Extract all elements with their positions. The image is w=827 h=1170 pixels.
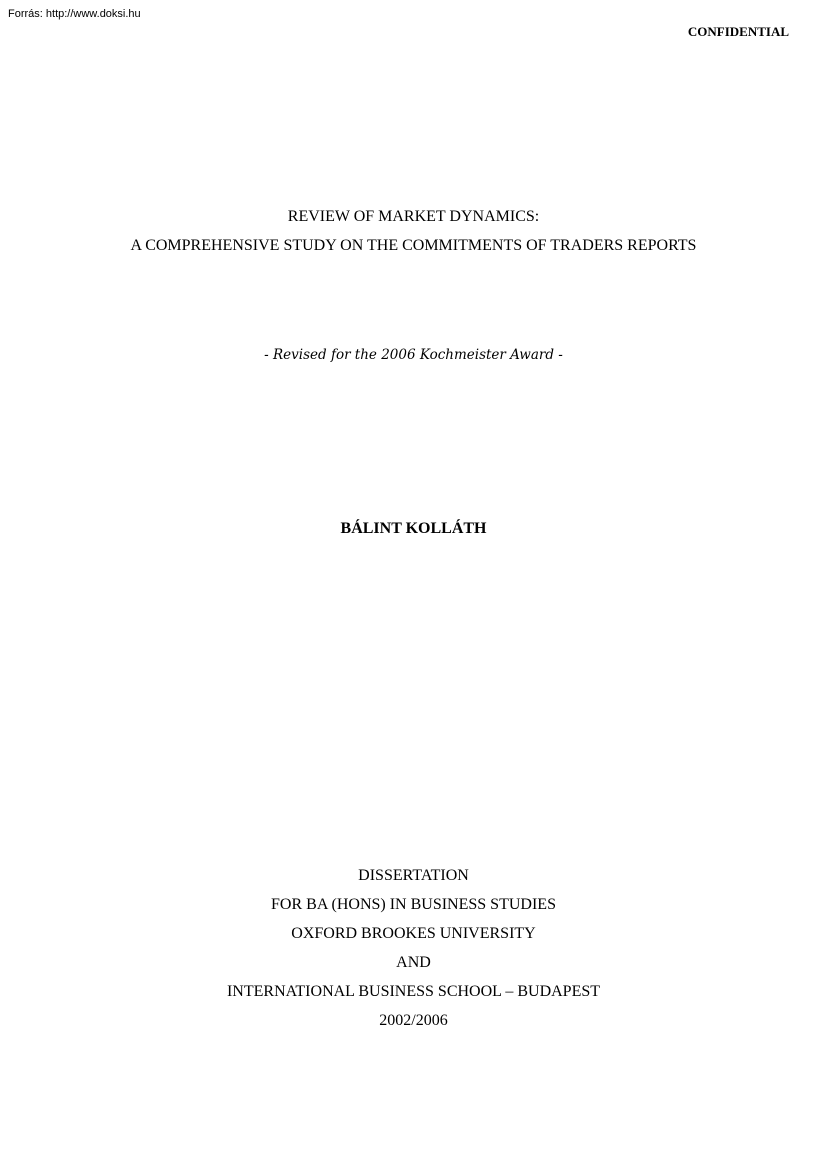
confidential-label: CONFIDENTIAL: [687, 24, 789, 39]
title-line-1: REVIEW OF MARKET DYNAMICS:: [287, 208, 540, 225]
info-line-1: DISSERTATION: [358, 867, 469, 884]
dissertation-info: [0, 861, 827, 1035]
info-line-3: OXFORD BROOKES UNIVERSITY: [291, 925, 536, 942]
source-note: Forrás: http://www.doksi.hu: [8, 8, 141, 20]
info-line-4: AND: [396, 954, 431, 971]
info-line-2: FOR BA (HONS) IN BUSINESS STUDIES: [271, 896, 556, 913]
document-title: [0, 202, 827, 260]
info-line-6: 2002/2006: [379, 1012, 448, 1029]
title-line-2: A COMPREHENSIVE STUDY ON THE COMMITMENTS OF TRADERS REPORTS: [130, 237, 697, 254]
subtitle: - Revised for the 2006 Kochmeister Award -: [264, 347, 563, 363]
info-line-5: INTERNATIONAL BUSINESS SCHOOL – BUDAPEST: [226, 983, 601, 1000]
author-name: BÁLINT KOLLÁTH: [340, 520, 487, 537]
